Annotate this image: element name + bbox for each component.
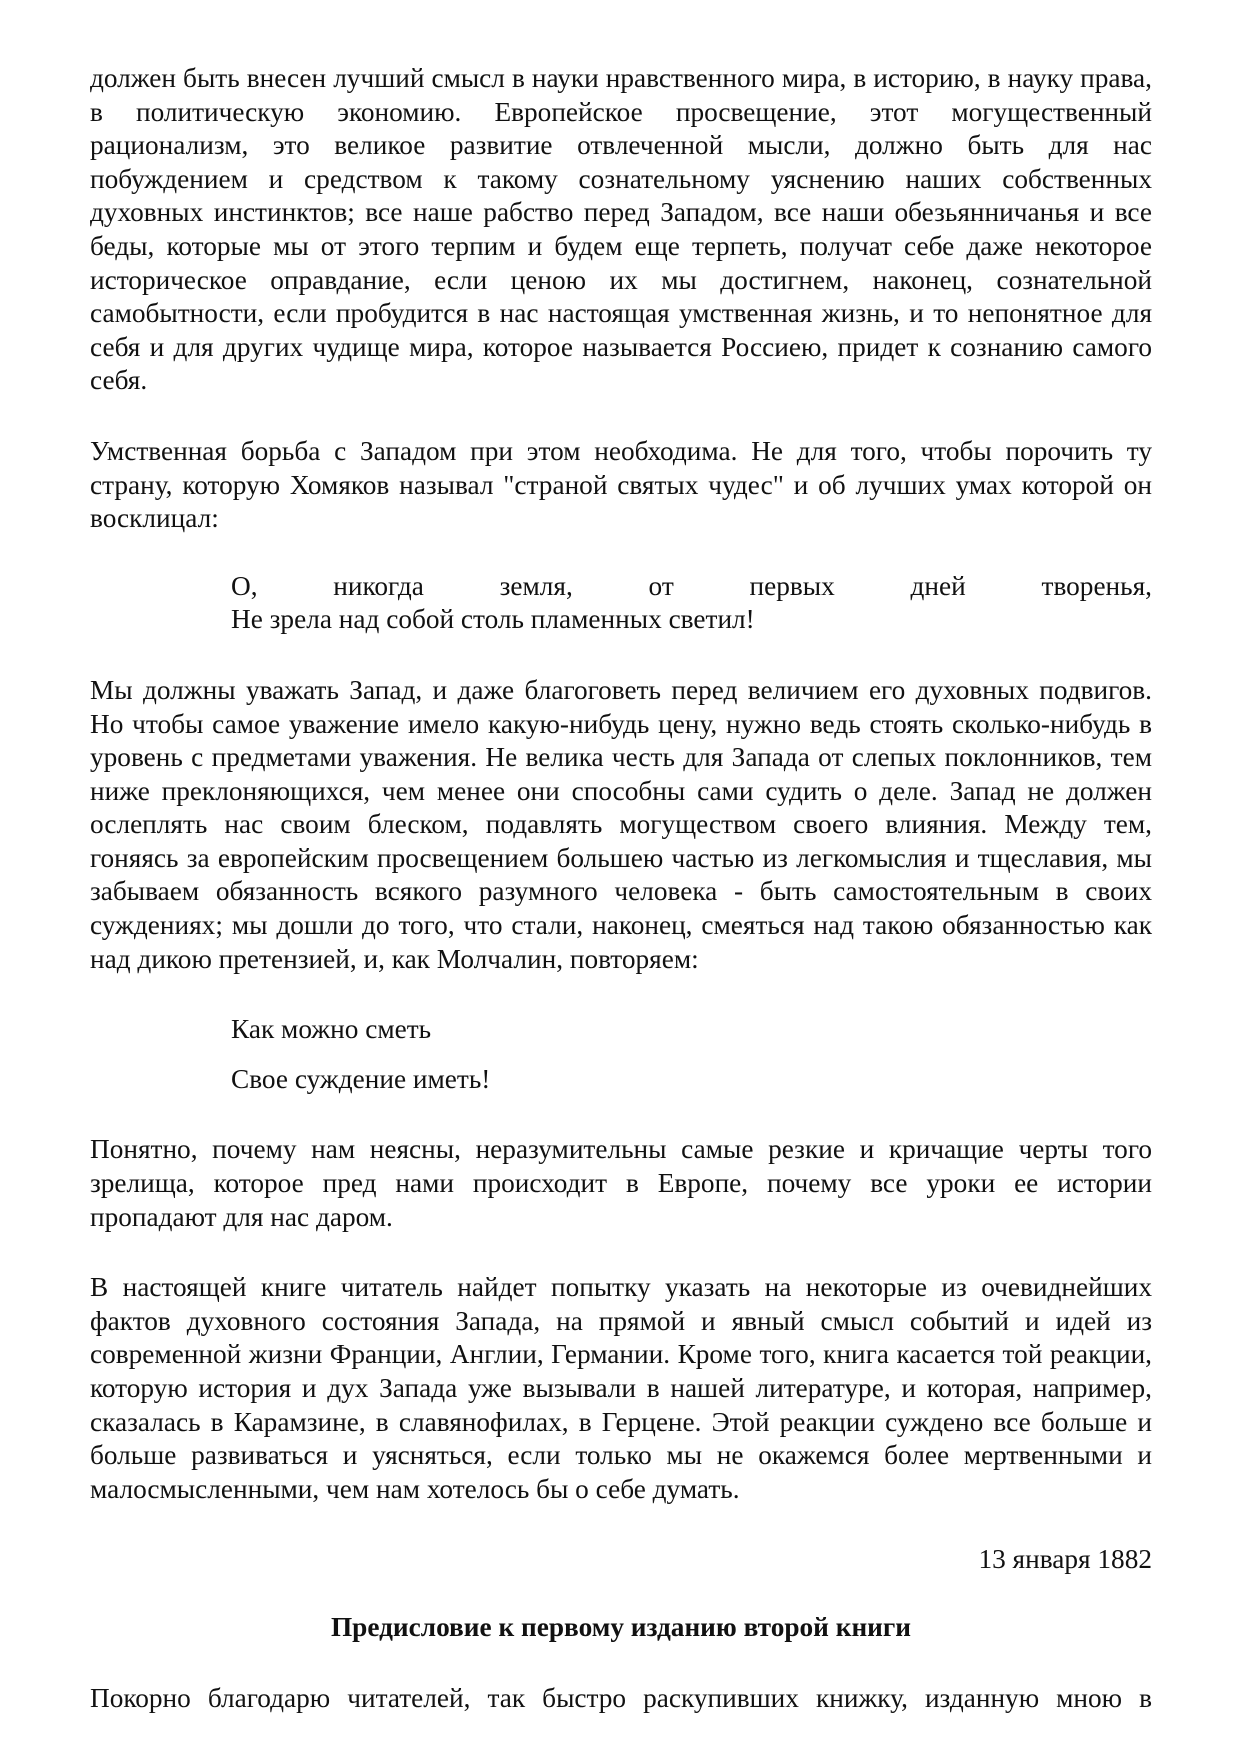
date-signature: 13 января 1882 [978, 1544, 1152, 1575]
poem-1-line-2: Не зрела над собой столь пламенных светил! [231, 604, 755, 635]
paragraph-3: Мы должны уважать Запад, и даже благоговеть перед величием его духовных подвигов. Но чтобы самое уважение имело какую-нибудь цену, нужно ведь стоять сколько-нибудь в уровень с предметами уважения. Не велика честь для Запада от слепых поклонников, тем ниже преклоняющихся, чем менее они способны сами судить о деле. Запад не должен ослеплять нас своим блеском, подавлять могуществом своего влияния. Между тем, гоняясь за европейским просвещением большею частью из легкомыслия и тщеславия, мы забываем обязанность всякого разумного человека - быть самостоятельным в своих суждениях; мы дошли до того, что стали, наконец, смеяться над такою обязанностью как над дикою претензией, и, как Молчалин, повторяем: [90, 674, 1152, 974]
poem-quote-1 [231, 570, 1152, 637]
section-heading: Предисловие к первому изданию второй книги [330, 1611, 912, 1642]
poem-2-line-2: Свое суждение иметь! [231, 1063, 491, 1094]
paragraph-6: Покорно благодарю читателей, так быстро раскупивших книжку, изданную мною в [90, 1682, 1152, 1713]
document-page [90, 62, 1152, 1742]
paragraph-2: Умственная борьба с Западом при этом необходима. Не для того, чтобы порочить ту страну, которую Хомяков называл "страной святых чудес" и об лучших умах которой он восклицал: [90, 435, 1152, 534]
poem-2-line-1: Как можно сметь [231, 1014, 432, 1045]
paragraph-5: В настоящей книге читатель найдет попытку указать на некоторые из очевиднейших фактов духовного состояния Запада, на прямой и явный смысл событий и идей из современной жизни Франции, Англии, Германии. Кроме того, книга касается той реакции, которую история и дух Запада уже вызывали в нашей литературе, и которая, например, сказалась в Карамзине, в славянофилах, в Герцене. Этой реакции суждено все больше и больше развиваться и уясняться, если только мы не окажемся более мертвенными и малосмысленными, чем нам хотелось бы о себе думать. [90, 1272, 1152, 1504]
paragraph-4: Понятно, почему нам неясны, неразумительны самые резкие и кричащие черты того зрелища, которое пред нами происходит в Европе, почему все уроки ее истории пропадают для нас даром. [90, 1134, 1152, 1232]
poem-1-line-1: О, никогда земля, от первых дней творенья, [231, 570, 1152, 601]
poem-quote-2 [231, 1013, 1152, 1096]
paragraph-1: должен быть внесен лучший смысл в науки нравственного мира, в историю, в науку права, в политическую экономию. Европейское просвещение, этот могущественный рационализм, это великое развитие отвлеченной мысли, должно быть для нас побуждением и средством к такому сознательному уяснению наших собственных духовных инстинктов; все наше рабство перед Западом, все наши обезьянничанья и все беды, которые мы от этого терпим и будем еще терпеть, получат себе даже некоторое историческое оправдание, если ценою их мы достигнем, наконец, сознательной самобытности, если пробудится в нас настоящая умственная жизнь, и то непонятное для себя и для других чудище мира, которое называется Россиею, придет к сознанию самого себя. [90, 63, 1152, 396]
